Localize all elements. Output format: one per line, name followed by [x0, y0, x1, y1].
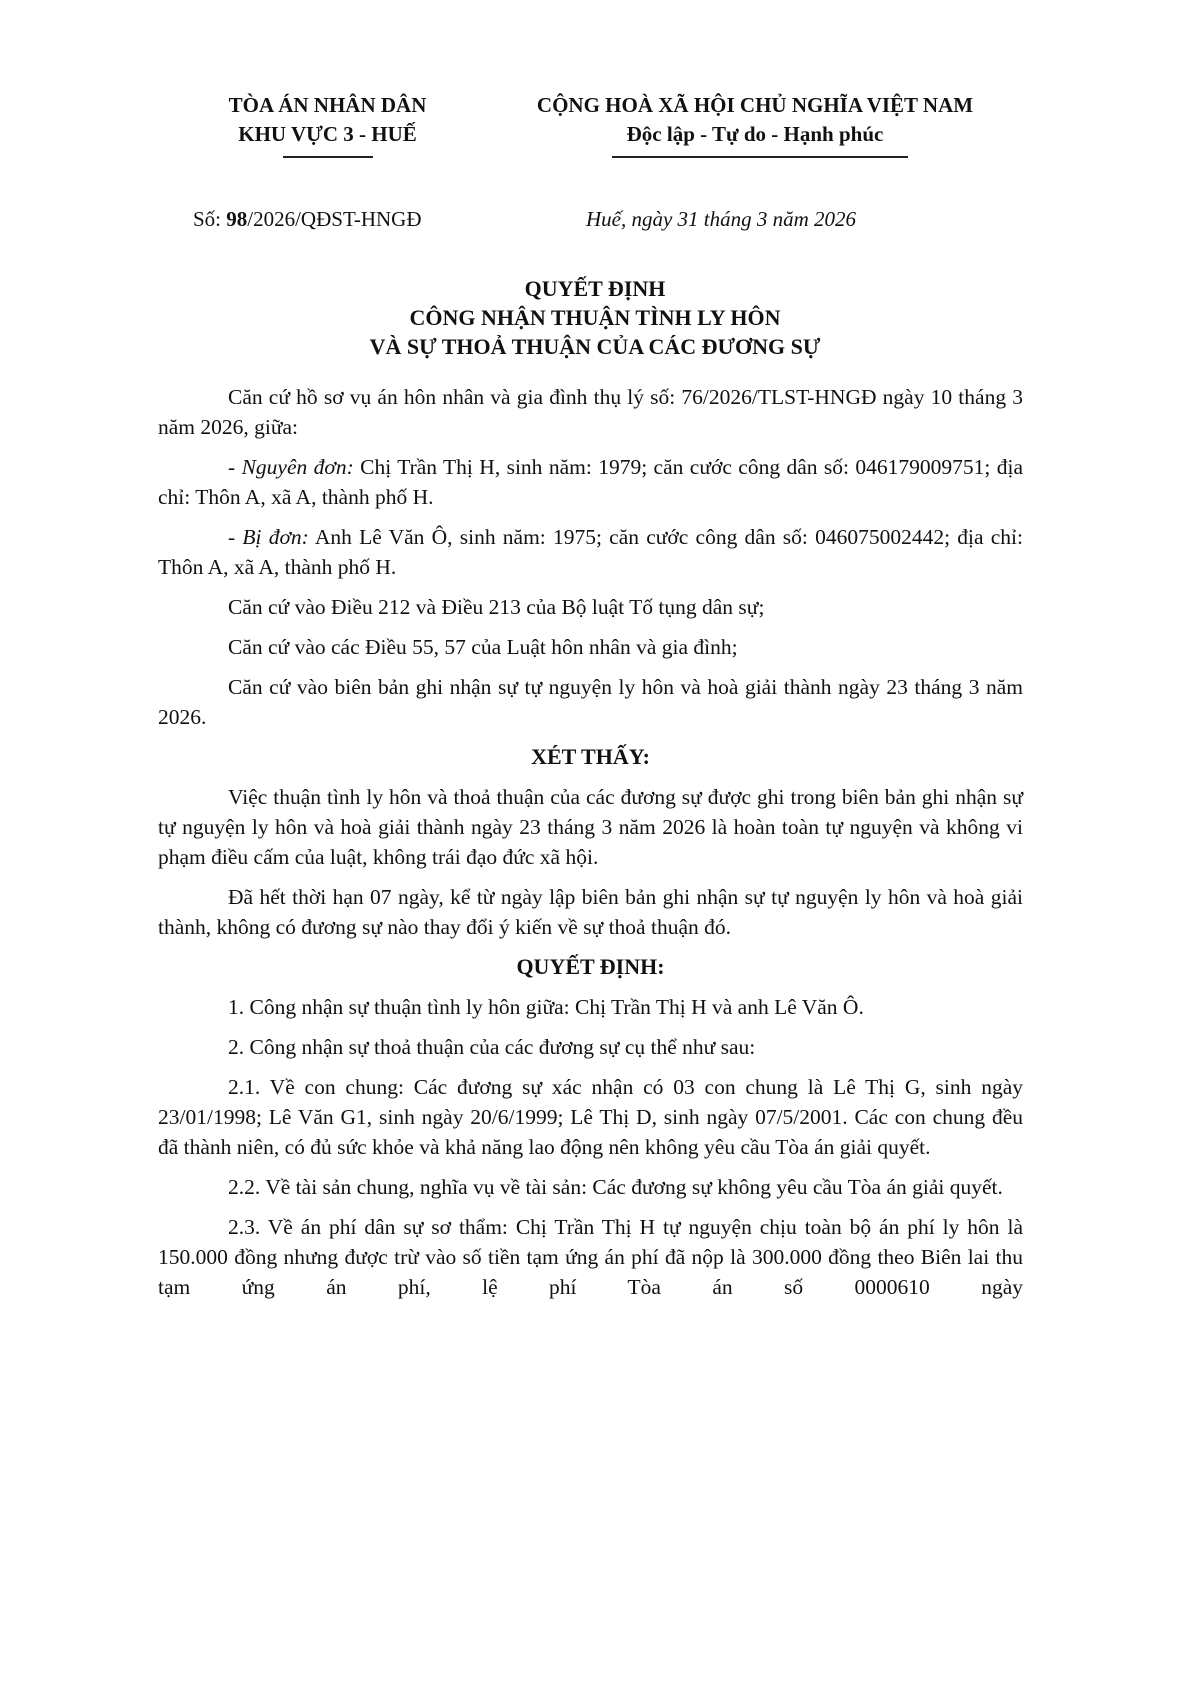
number-value: 98 [226, 207, 248, 231]
document-title [0, 274, 1190, 361]
decision-1: 1. Công nhận sự thuận tình ly hôn giữa: Chị Trần Thị H và anh Lê Văn Ô. [228, 995, 864, 1019]
national-motto [485, 91, 1025, 149]
court-name [190, 91, 465, 149]
plaintiff-text: Chị Trần Thị H, sinh năm: 1979; căn cước công dân số: 046179009751; địa chỉ: Thôn A, xã A, thành phố H. [158, 455, 1023, 509]
defendant-text: Anh Lê Văn Ô, sinh năm: 1975; căn cước công dân số: 046075002442; địa chỉ: Thôn A, xã A, thành phố H. [158, 525, 1023, 579]
heading-decision: QUYẾT ĐỊNH: [516, 954, 665, 979]
decision-2-3: 2.3. Về án phí dân sự sơ thẩm: Chị Trần Thị H tự nguyện chịu toàn bộ án phí ly hôn là 150.000 đồng nhưng được trừ vào số tiền tạm ứng án phí đã nộp là 300.000 đồng theo Biên lai thu tạm ứng án phí, lệ phí Tòa án số 0000610 ngày [158, 1215, 1023, 1299]
motto-underline [612, 156, 908, 158]
document-number [193, 207, 422, 232]
decision-2-1: 2.1. Về con chung: Các đương sự xác nhận có 03 con chung là Lê Thị G, sinh ngày 23/01/1998; Lê Văn G1, sinh ngày 20/6/1999; Lê Thị D, sinh ngày 07/5/2001. Các con chung đều đã thành niên, có đủ sức khỏe và khả năng lao động nên không yêu cầu Tòa án giải quyết. [158, 1075, 1023, 1159]
defendant: - Bị đơn: Anh Lê Văn Ô, sinh năm: 1975; căn cước công dân số: 046075002442; địa chỉ: Thôn A, xã A, thành phố H. [158, 525, 1023, 579]
plaintiff-label: Nguyên đơn: [241, 455, 354, 479]
court-line2: KHU VỰC 3 - HUẾ [238, 122, 417, 146]
plaintiff: - Nguyên đơn: Chị Trần Thị H, sinh năm: 1979; căn cước công dân số: 046179009751; địa chỉ: Thôn A, xã A, thành phố H. [158, 455, 1023, 509]
considering-2: Đã hết thời hạn 07 ngày, kể từ ngày lập biên bản ghi nhận sự tự nguyện ly hôn và hoà giải thành, không có đương sự nào thay đổi ý kiến về sự thoả thuận đó. [158, 885, 1023, 939]
considering-1: Việc thuận tình ly hôn và thoả thuận của các đương sự được ghi trong biên bản ghi nhận sự tự nguyện ly hôn và hoà giải thành ngày 23 tháng 3 năm 2026 là hoàn toàn tự nguyện và không vi phạm điều cấm của luật, không trái đạo đức xã hội. [158, 785, 1023, 869]
number-prefix: Số: [193, 207, 227, 231]
basis-case-file: Căn cứ hồ sơ vụ án hôn nhân và gia đình thụ lý số: 76/2026/TLST-HNGĐ ngày 10 tháng 3 năm 2026, giữa: [158, 385, 1023, 439]
heading-considering: XÉT THẤY: [531, 744, 650, 769]
title-line1: QUYẾT ĐỊNH [524, 276, 666, 301]
title-line2: CÔNG NHẬN THUẬN TÌNH LY HÔN [409, 305, 781, 330]
title-line3: VÀ SỰ THOẢ THUẬN CỦA CÁC ĐƯƠNG SỰ [369, 334, 821, 359]
basis-civil-procedure: Căn cứ vào Điều 212 và Điều 213 của Bộ luật Tố tụng dân sự; [228, 595, 765, 619]
basis-family-law: Căn cứ vào các Điều 55, 57 của Luật hôn nhân và gia đình; [228, 635, 738, 659]
basis-minutes: Căn cứ vào biên bản ghi nhận sự tự nguyện ly hôn và hoà giải thành ngày 23 tháng 3 năm 2026. [158, 675, 1023, 729]
nation-line2: Độc lập - Tự do - Hạnh phúc [626, 122, 884, 146]
place-date: Huế, ngày 31 tháng 3 năm 2026 [586, 207, 857, 231]
document-body [158, 382, 1023, 1312]
decision-2-2: 2.2. Về tài sản chung, nghĩa vụ về tài sản: Các đương sự không yêu cầu Tòa án giải quyết. [228, 1175, 1003, 1199]
number-suffix: /2026/QĐST-HNGĐ [247, 207, 422, 231]
nation-line1: CỘNG HOÀ XÃ HỘI CHỦ NGHĨA VIỆT NAM [536, 93, 974, 117]
court-underline [283, 156, 373, 158]
defendant-label: Bị đơn: [242, 525, 309, 549]
decision-2: 2. Công nhận sự thoả thuận của các đương sự cụ thể như sau: [228, 1035, 756, 1059]
court-line1: TÒA ÁN NHÂN DÂN [228, 93, 427, 117]
